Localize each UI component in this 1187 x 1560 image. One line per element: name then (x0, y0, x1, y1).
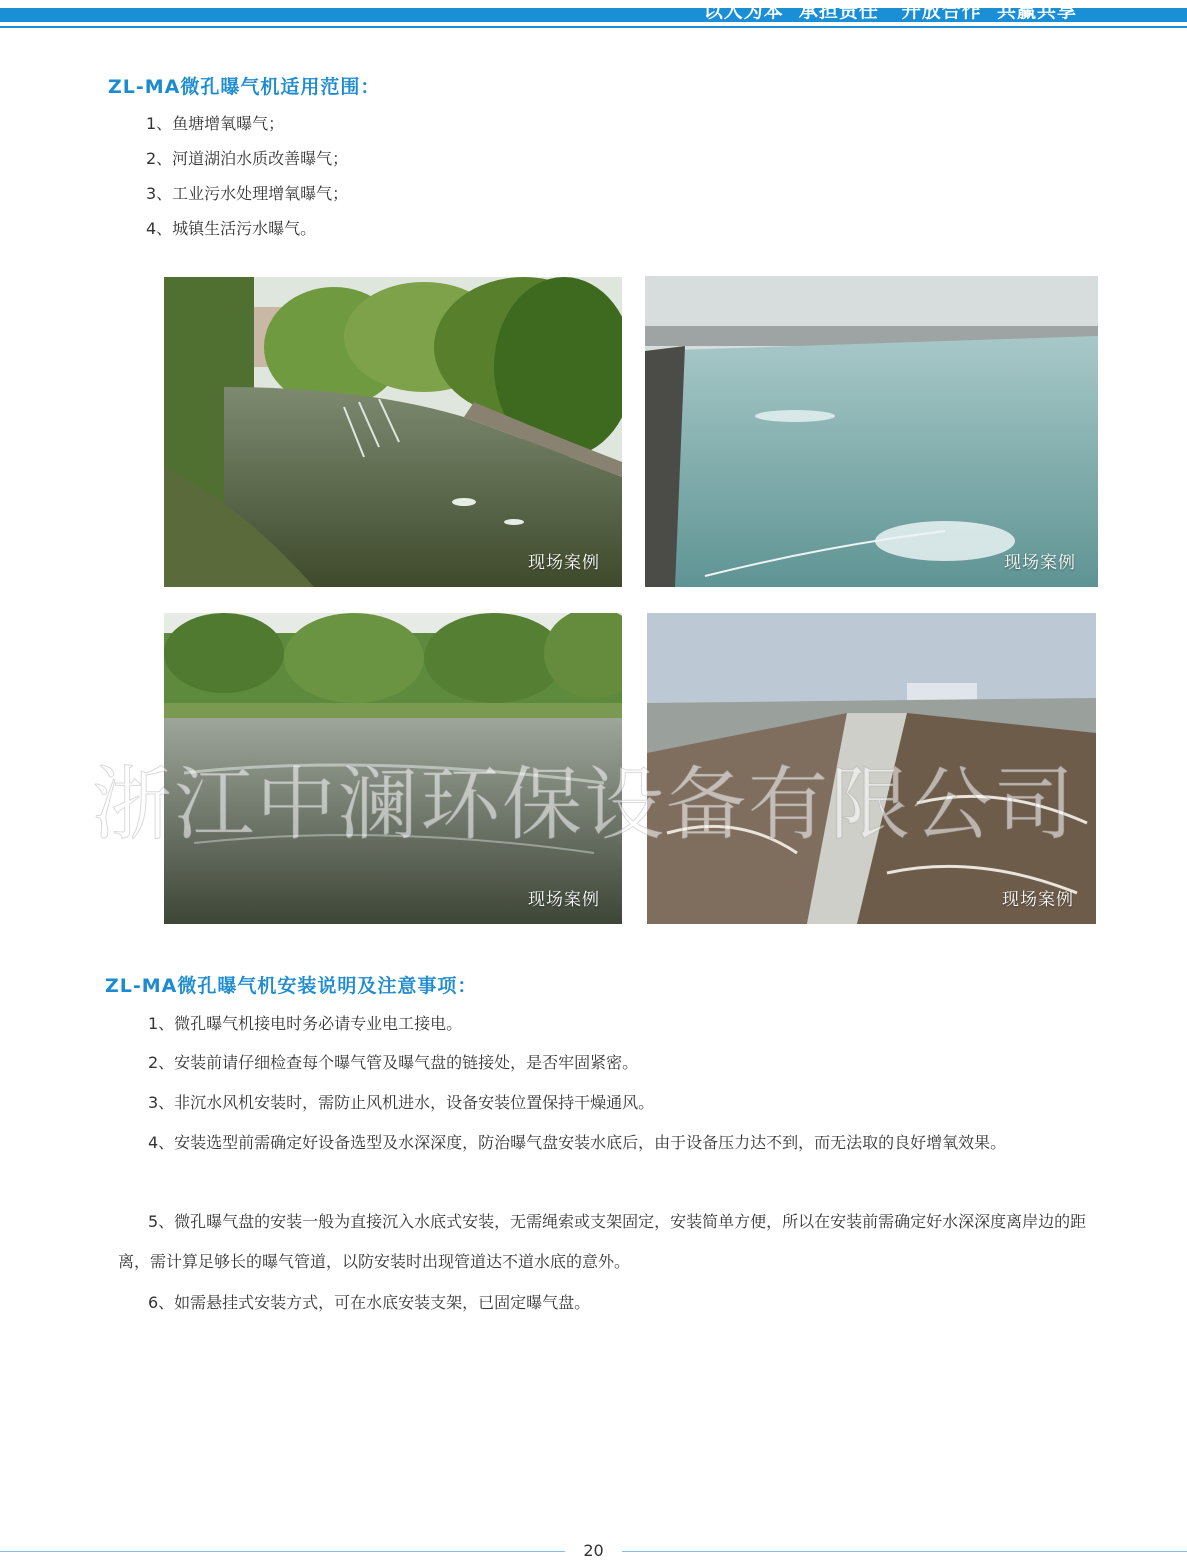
footer-rule-right (622, 1551, 1187, 1552)
install-note-2: 2、安装前请仔细检查每个曝气管及曝气盘的链接处，是否牢固紧密。 (148, 1053, 639, 1072)
company-watermark: 浙江中澜环保设备有限公司 (92, 758, 1076, 851)
install-note-4: 4、安装选型前需确定好设备选型及水深深度，防治曝气盘安装水底后，由于设备压力达不到，而无法取的良好增氧效果。 (148, 1133, 1007, 1152)
scope-item-2: 2、河道湖泊水质改善曝气； (146, 149, 349, 168)
install-note-5: 5、微孔曝气盘的安装一般为直接沉入水底式安装，无需绳索或支架固定，安装简单方便，所以在安装前需确定好水深深度离岸边的距离，需计算足够长的曝气管道，以防安装时出现管道达不道水底的意外。 (118, 1212, 1087, 1271)
photo-river-case (164, 277, 622, 587)
photo-pond-case (645, 276, 1098, 587)
photo-caption: 现场案例 (528, 890, 600, 910)
scope-item-4: 4、城镇生活污水曝气。 (146, 219, 317, 238)
pond-photo-image (645, 276, 1098, 587)
lake-photo-image (164, 613, 622, 924)
install-note-6: 6、如需悬挂式安装方式，可在水底安装支架，已固定曝气盘。 (148, 1293, 591, 1312)
scope-item-1: 1、鱼塘增氧曝气； (146, 114, 285, 133)
page-number: 20 (583, 1541, 604, 1560)
footer-rule-left (0, 1551, 565, 1552)
photo-caption: 现场案例 (1002, 890, 1074, 910)
tank-photo-image (647, 613, 1096, 924)
photo-caption: 现场案例 (528, 553, 600, 573)
photo-tank-case (647, 613, 1096, 924)
install-note-3: 3、非沉水风机安装时，需防止风机进水，设备安装位置保持干燥通风。 (148, 1093, 655, 1112)
install-note-1: 1、微孔曝气机接电时务必请专业电工接电。 (148, 1014, 463, 1033)
section-title-installation: ZL-MA微孔曝气机安装说明及注意事项： (105, 975, 478, 997)
scope-item-3: 3、工业污水处理增氧曝气； (146, 184, 349, 203)
section-title-scope: ZL-MA微孔曝气机适用范围： (108, 76, 381, 98)
header-slogan: 以人为本 承担责任 开放合作 共赢共享 (703, 0, 1077, 22)
river-photo-image (164, 277, 622, 587)
photo-lake-case (164, 613, 622, 924)
header-rule (0, 26, 1187, 28)
photo-caption: 现场案例 (1004, 553, 1076, 573)
